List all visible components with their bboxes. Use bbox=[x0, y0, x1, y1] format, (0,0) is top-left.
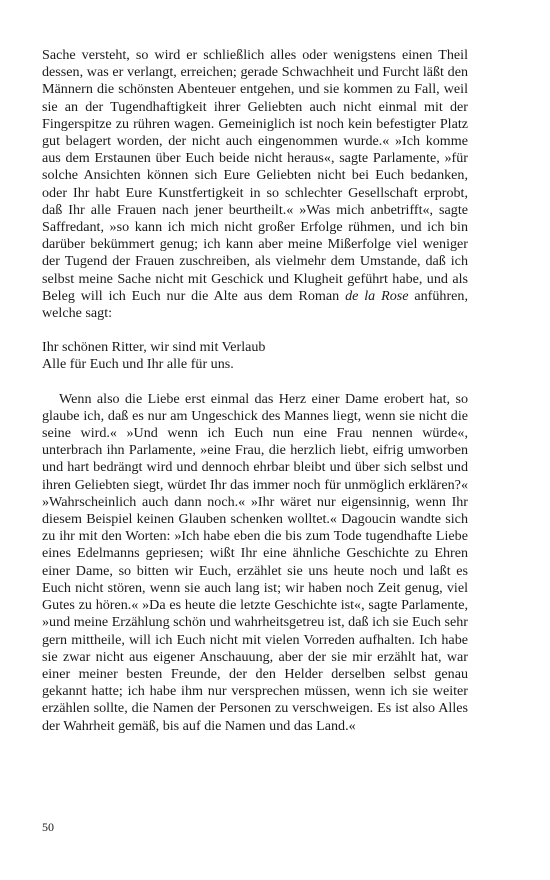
page-number: 50 bbox=[42, 820, 54, 834]
verse-line-2: Alle für Euch und Ihr alle für uns. bbox=[42, 356, 234, 373]
body-text bbox=[42, 47, 468, 735]
paragraph-1 bbox=[42, 47, 468, 322]
paragraph-2: Wenn also die Liebe erst einmal das Herz einer Dame erobert hat, so glaube ich, daß es nur am Ungeschick des Mannes liegt, wenn sie nicht die seine wird.« »Und wenn ich Euch nun eine Frau nennen würde«, unterbrach ihn Parlamente, »eine Frau, die herzlich liebt, eifrig umworben und hart bedrängt wird und dennoch ehrbar bleibt und über sich selbst und ihren Geliebten siegt, würdet Ihr das immer noch für unmöglich erklären?« »Wahrscheinlich auch dann noch.« »Ihr wäret nur eigensinnig, wenn Ihr diesem Beispiel keinen Glauben schenken wolltet.« Dagoucin wandte sich zu ihr mit den Worten: »Ich habe eben die bis zum Tode tugendhafte Liebe eines Edelmanns gepriesen; wißt Ihr eine ähnliche Geschichte zu Ehren einer Dame, so bitten wir Euch, erzählet sie uns heute noch und laßt es Euch nicht stören, wenn sie auch lang ist; wir haben noch Zeit genug, viel Gutes zu hören.« »Da es heute die letzte Geschichte ist«, sagte Parlamente, »und meine Erzählung schön und wahrheitsgetreu ist, daß ich sie Euch sehr gern mittheile, will ich Euch nicht mit vielen Vorreden aufhalten. Ich habe sie zwar nicht aus eigener Anschauung, aber der sie mir erzählt hat, war einer meiner besten Freunde, der den Helder derselben selbst genau gekannt hatte; ich habe ihm nur versprechen müssen, wenn ich sie weiter erzählen sollte, die Namen der Personen zu verschweigen. Es ist also Alles der Wahrheit gemäß, bis auf die Namen und das Land.« bbox=[42, 390, 468, 734]
book-title-de-la-rose: de la Rose bbox=[345, 287, 409, 304]
paragraph-1-text: Sache versteht, so wird er schließlich alles oder wenigstens einen Theil dessen, was er verlangt, erreichen; gerade Schwachheit und Furcht läßt den Männern die schönsten Abenteuer entgehen, und sie kommen zu Fall, weil sie an der Tugendhaftigkeit ihrer Geliebten auch nicht einmal mit der Fingerspitze zu rühren wagen. Gemeiniglich ist noch kein befestigter Platz gut belagert worden, der nicht auch eingenommen wurde.« »Ich komme aus dem Erstaunen über Euch beide nicht heraus«, sagte Parlamente, »für solche Ansichten können sich Eure Geliebten nicht bei Euch bedanken, oder Ihr habt Eure Kunstfertigkeit in so schlechter Gesellschaft erprobt, daß Ihr alle Frauen nach jener beurtheilt.« »Was mich anbetrifft«, sagte Saffredant, »so kann ich mich nicht großer Erfolge rühmen, und ich bin darüber bekümmert genug; ich kann aber meine Mißerfolge viel weniger der Tugend der Frauen zuschreiben, als vielmehr dem Umstande, daß ich selbst meine Sache nicht mit Geschick und Klugheit geführt habe, und als Beleg will ich Euch nur die Alte aus dem Roman bbox=[42, 47, 468, 304]
verse-quote bbox=[42, 339, 468, 373]
verse-line-1: Ihr schönen Ritter, wir sind mit Verlaub bbox=[42, 339, 266, 356]
paragraph-1-end: anführen, welche sagt: bbox=[42, 287, 468, 322]
